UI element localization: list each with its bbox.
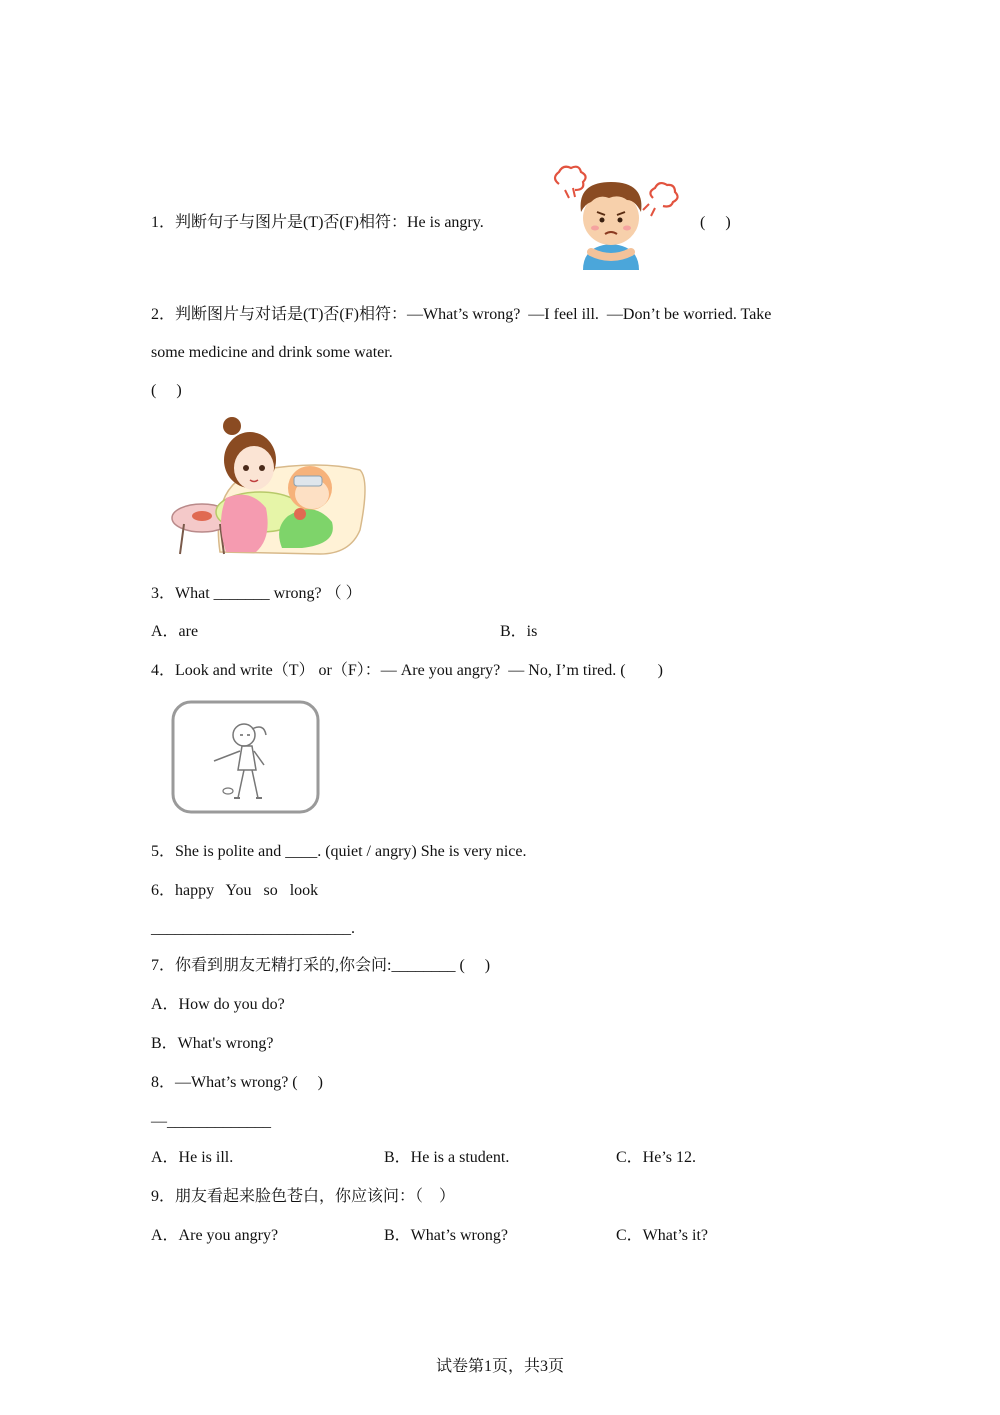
q9-option-a: A．Are you angry? [151, 1227, 279, 1244]
q9-option-b: B．What’s wrong? [384, 1227, 508, 1244]
q3-text: 3．What _______ wrong? （ ） [151, 585, 362, 602]
q1-text: 1．判断句子与图片是(T)否(F)相符：He is angry. [151, 214, 484, 231]
q2-answer-paren: ( ) [151, 382, 182, 399]
q3-option-a: A．are [151, 623, 199, 640]
q9-option-c: C．What’s it? [616, 1227, 708, 1244]
q2-line2: some medicine and drink some water. [151, 344, 393, 361]
angry-boy-illustration [545, 160, 680, 272]
q9-text: 9．朋友看起来脸色苍白，你应该问：（ ） [151, 1188, 456, 1205]
q7-option-a: A．How do you do? [151, 996, 285, 1013]
q8-option-a: A．He is ill. [151, 1149, 234, 1166]
q3-option-b: B．is [500, 623, 538, 640]
mother-and-sick-child-illustration [170, 412, 370, 560]
q7-option-b: B．What's wrong? [151, 1035, 274, 1052]
page-footer: 试卷第1页，共3页 [435, 1358, 564, 1375]
q4-text: 4．Look and write（T） or（F）：— Are you angry? — No, I’m tired. ( ) [151, 662, 663, 679]
q5-text: 5．She is polite and ____. (quiet / angry) She is very nice. [151, 843, 527, 860]
q8-answer-blank: —_____________ [151, 1113, 271, 1130]
q6-answer-blank: _________________________. [151, 920, 355, 937]
tired-girl-sketch-illustration [170, 699, 322, 817]
q8-text: 8．—What’s wrong? ( ) [151, 1074, 323, 1091]
q2-line1: 2．判断图片与对话是(T)否(F)相符：—What’s wrong? —I feel ill. —Don’t be worried. Take [151, 306, 772, 323]
q1-answer-paren: ( ) [700, 214, 731, 231]
q7-text: 7．你看到朋友无精打采的,你会问:________ ( ) [151, 957, 491, 974]
q8-option-c: C．He’s 12. [616, 1149, 697, 1166]
q8-option-b: B．He is a student. [384, 1149, 510, 1166]
q6-words: 6．happy You so look [151, 882, 319, 899]
